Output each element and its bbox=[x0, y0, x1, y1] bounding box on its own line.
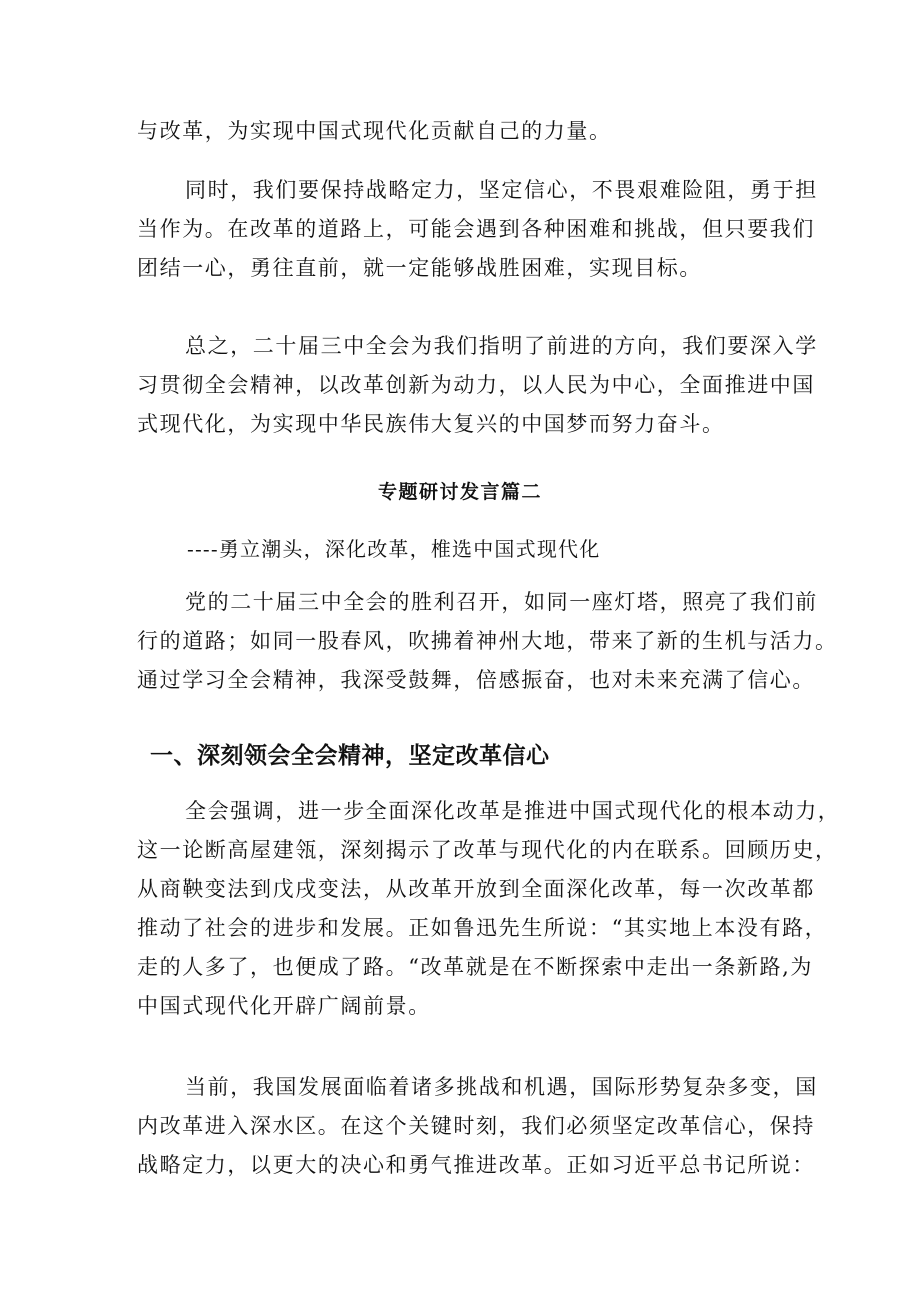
paragraph-line: 当作为。在改革的道路上，可能会遇到各种困难和挑战，但只要我们 bbox=[137, 217, 815, 241]
paragraph-line: 战略定力，以更大的决心和勇气推进改革。正如习近平总书记所说： bbox=[137, 1153, 815, 1177]
section-subtitle: ----勇立潮头，深化改革，椎选中国式现代化 bbox=[187, 537, 601, 561]
paragraph-line: 这一论断高屋建瓴，深刻揭示了改革与现代化的内在联系。回顾历史， bbox=[137, 838, 838, 862]
paragraph-line: 总之，二十届三中全会为我们指明了前进的方向，我们要深入学 bbox=[185, 334, 818, 358]
paragraph-conclusion bbox=[137, 327, 818, 444]
section-title: 专题研讨发言篇二 bbox=[377, 481, 542, 503]
paragraph-line: 从商鞅变法到戊戌变法，从改革开放到全面深化改革，每一次改革都 bbox=[137, 877, 815, 901]
paragraph-line: 同时，我们要保持战略定力，坚定信心，不畏艰难险阻，勇于担 bbox=[185, 178, 818, 202]
paragraph-line: 推动了社会的进步和发展。正如鲁迅先生所说：“其实地上本没有路， bbox=[137, 916, 828, 940]
paragraph-introduction bbox=[137, 583, 838, 700]
paragraph-line: 通过学习全会精神，我深受鼓舞，倍感振奋，也对未来充满了信心。 bbox=[137, 668, 815, 692]
paragraph-continuation bbox=[137, 112, 797, 151]
paragraph-steadfast-confidence bbox=[137, 171, 818, 288]
paragraph-reform-history bbox=[137, 792, 841, 1026]
paragraph-line: 全会强调，进一步全面深化改革是推进中国式现代化的根本动力， bbox=[185, 799, 841, 823]
paragraph-line: 行的道路；如同一股春风，吹拂着神州大地，带来了新的生机与活力。 bbox=[137, 629, 838, 653]
paragraph-line: 团结一心，勇往直前，就一定能够战胜困难，实现目标。 bbox=[137, 256, 702, 280]
paragraph-line: 与改革，为实现中国式现代化贡献自己的力量。 bbox=[137, 119, 612, 143]
paragraph-line: 习贯彻全会精神，以改革创新为动力，以人民为中心，全面推进中国 bbox=[137, 373, 815, 397]
heading-section-one: 一、深刻领会全会精神，坚定改革信心 bbox=[150, 743, 550, 769]
paragraph-line: 中国式现代化开辟广阔前景。 bbox=[137, 994, 431, 1018]
paragraph-line: 内改革进入深水区。在这个关键时刻，我们必须坚定改革信心，保持 bbox=[137, 1114, 815, 1138]
paragraph-current-challenges bbox=[137, 1068, 818, 1185]
paragraph-line: 走的人多了，也便成了路。“改革就是在不断探索中走出一条新路,为 bbox=[137, 955, 814, 979]
paragraph-line: 当前，我国发展面临着诸多挑战和机遇，国际形势复杂多变，国 bbox=[185, 1075, 818, 1099]
paragraph-line: 党的二十届三中全会的胜利召开，如同一座灯塔，照亮了我们前 bbox=[185, 590, 818, 614]
paragraph-line: 式现代化，为实现中华民族伟大复兴的中国梦而努力奋斗。 bbox=[137, 412, 725, 436]
